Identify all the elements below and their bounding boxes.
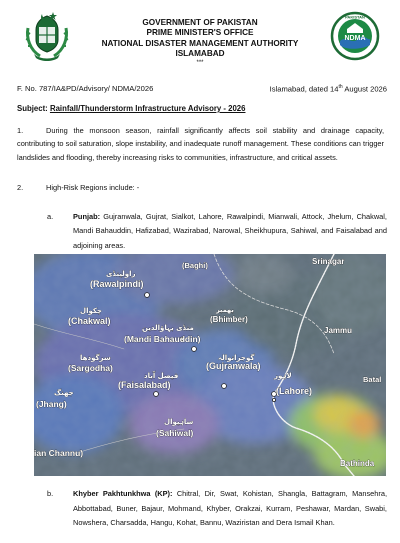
region-item-text bbox=[73, 210, 387, 253]
map-urdu-jhang: جھنگ bbox=[54, 389, 74, 397]
map-label-sargodha: (Sargodha) bbox=[68, 363, 113, 373]
paragraph-2-number: 2. bbox=[17, 183, 24, 192]
map-label-srinagar: Srinagar bbox=[312, 257, 345, 266]
map-label-chakwal: (Chakwal) bbox=[68, 316, 111, 326]
pakistan-state-emblem-icon bbox=[22, 10, 72, 62]
map-urdu-bhimber: بھمبر bbox=[216, 306, 234, 314]
map-urdu-chakwal: چکوال bbox=[80, 307, 102, 315]
heading-line-1: GOVERNMENT OF PAKISTAN bbox=[142, 18, 258, 27]
map-label-gujranwala: (Gujranwala) bbox=[206, 361, 261, 371]
date-suffix: th bbox=[338, 84, 343, 90]
map-label-faisalabad: (Faisalabad) bbox=[118, 380, 171, 390]
map-label-jammu: Jammu bbox=[324, 326, 353, 335]
paragraph-2-text: High-Risk Regions include: - bbox=[46, 183, 140, 192]
map-urdu-mandi: منڈی بہاؤالدین bbox=[142, 324, 194, 332]
region-item-label: a. bbox=[47, 212, 54, 221]
region-item-text bbox=[73, 487, 387, 531]
region-item-punjab bbox=[47, 210, 387, 253]
map-urdu-gujranwala: گوجرانوالہ bbox=[218, 354, 255, 362]
region-item-label: b. bbox=[47, 489, 54, 498]
heading-line-4: ISLAMABAD bbox=[175, 49, 225, 59]
map-label-bhimber: (Bhimber) bbox=[210, 315, 248, 324]
ndma-logo-text: NDMA bbox=[344, 35, 366, 42]
letterhead bbox=[0, 0, 400, 82]
paragraph-1-number: 1. bbox=[17, 126, 24, 135]
issue-date bbox=[270, 84, 387, 94]
government-heading bbox=[80, 18, 320, 66]
map-label-baghi: (Baghi) bbox=[182, 261, 208, 270]
paragraph-1-text: During the monsoon season, rainfall significantly affects soil stability and drainage capacity, contributing to soil saturation, slope instability, and inadequate runoff management. These conditions can trigger landslides and flooding, thereby increasing risks to communities, infrastructure, and critical assets. bbox=[17, 126, 384, 162]
map-label-rawalpindi: (Rawalpindi) bbox=[90, 279, 144, 289]
heading-line-3: NATIONAL DISASTER MANAGEMENT AUTHORITY bbox=[101, 38, 299, 48]
region-item-khyber-pakhtunkhwa bbox=[47, 487, 387, 531]
date-prefix: Islamabad, dated 14 bbox=[269, 84, 339, 94]
subject-label: Subject: bbox=[17, 104, 50, 113]
reference-line bbox=[17, 84, 387, 93]
paragraph-1 bbox=[17, 124, 384, 164]
ndma-logo-arc-text: PAKISTAN bbox=[345, 14, 365, 20]
map-label-lahore: (Lahore) bbox=[276, 386, 312, 396]
file-number: F. No. 787/IA&PD/Advisory/ NDMA/2026 bbox=[17, 84, 154, 93]
subject-title: Rainfall/Thunderstorm Infrastructure Advisory - 2026 bbox=[49, 104, 246, 113]
map-urdu-sahiwal: ساہیوال bbox=[164, 418, 194, 426]
map-urdu-faisalabad: فیصل آباد bbox=[144, 372, 179, 380]
region-name: Khyber Pakhtunkhwa (KP): bbox=[73, 489, 173, 498]
heading-stars: *** bbox=[196, 59, 204, 66]
map-label-batal: Batal bbox=[363, 375, 382, 384]
ndma-logo-icon bbox=[330, 11, 380, 61]
map-label-mian-channu: ian Channu) bbox=[34, 448, 84, 458]
region-districts: Gujranwala, Gujrat, Sialkot, Lahore, Rawalpindi, Mianwali, Attock, Jhelum, Chakwal, Mandi Bahauddin, Hafizabad, Wazirabad, Narowal, Sheikhupura, Sahiwal, and Faisalabad and adjoining areas. bbox=[73, 212, 387, 250]
map-label-bathinda: Bathinda bbox=[340, 459, 375, 468]
map-label-sahiwal: (Sahiwal) bbox=[156, 428, 194, 438]
subject-line bbox=[17, 104, 245, 113]
region-districts: Chitral, Dir, Swat, Kohistan, Shangla, Battagram, Mansehra, Abbottabad, Buner, Bajaur, Mohmand, Khyber, Orakzai, Kurram, Peshawar, Mardan, Swabi, Nowshera, Charsadda, Hangu, Kohat, Bannu, Waziristan and Dera Ismail Khan. bbox=[73, 489, 387, 528]
map-urdu-rawalpindi: راولپنڈی bbox=[106, 270, 136, 278]
map-urdu-lahore: لاہور bbox=[274, 372, 292, 380]
map-urdu-sargodha: سرگودھا bbox=[80, 354, 111, 362]
paragraph-2 bbox=[17, 183, 139, 192]
region-name: Punjab: bbox=[73, 212, 101, 221]
map-label-jhang: (Jhang) bbox=[36, 399, 67, 409]
radar-map-image bbox=[34, 254, 386, 476]
map-label-mandi-bahauddin: (Mandi Bahauddin) bbox=[124, 334, 201, 344]
heading-line-2: PRIME MINISTER'S OFFICE bbox=[146, 28, 254, 38]
weather-radar-map bbox=[34, 254, 386, 476]
date-rest: August 2026 bbox=[342, 84, 387, 94]
